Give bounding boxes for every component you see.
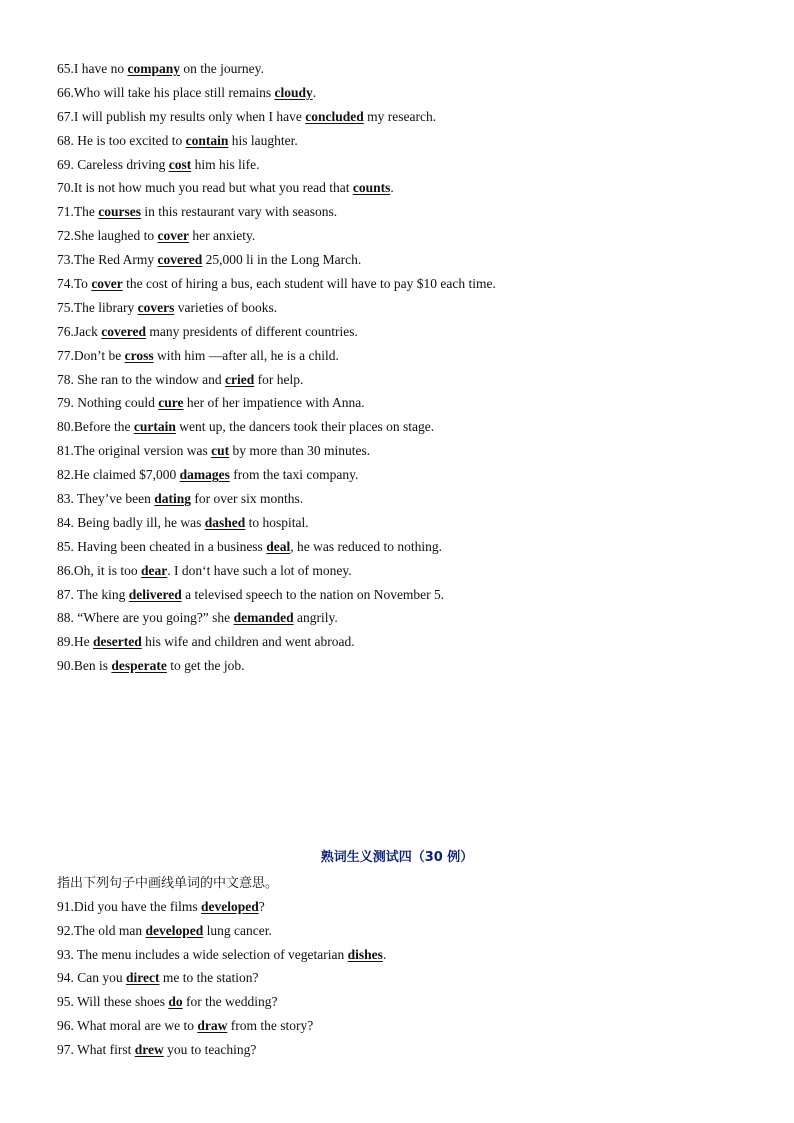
sentence-text: 76.Jack (57, 323, 102, 339)
underlined-keyword: contain (185, 132, 229, 148)
sentence-item (57, 129, 496, 153)
underlined-keyword: cut (211, 443, 230, 459)
sentence-item (57, 559, 496, 583)
sentence-text: 85. Having been cheated in a business (57, 538, 267, 554)
sentence-text: ? (258, 899, 265, 914)
sentence-text: for help. (254, 371, 304, 387)
underlined-keyword: cloudy (274, 84, 313, 100)
underlined-keyword: dating (154, 491, 191, 507)
underlined-keyword: desperate (111, 658, 167, 674)
sentence-text: her anxiety. (188, 228, 256, 244)
underlined-keyword: company (127, 61, 180, 76)
sentence-text: 80.Before the (57, 419, 134, 435)
sentence-text: his wife and children and went abroad. (141, 634, 355, 650)
sentence-list-65-90 (57, 57, 496, 678)
underlined-keyword: drew (134, 1041, 164, 1057)
sentence-item (57, 966, 386, 990)
sentence-text: by more than 30 minutes. (229, 443, 371, 459)
sentence-item (57, 439, 496, 463)
sentence-item (57, 1038, 386, 1062)
sentence-item (57, 368, 496, 392)
underlined-keyword: direct (126, 970, 160, 986)
sentence-item (57, 943, 386, 967)
sentence-item (57, 200, 496, 224)
sentence-text: 77.Don’t be (57, 347, 125, 363)
sentence-item (57, 487, 496, 511)
sentence-item (57, 583, 496, 607)
sentence-item (57, 105, 496, 129)
underlined-keyword: do (168, 994, 183, 1010)
sentence-text: 68. He is too excited to (57, 132, 186, 148)
sentence-item (57, 176, 496, 200)
sentence-item (57, 919, 386, 943)
sentence-item (57, 344, 496, 368)
sentence-text: . (312, 84, 317, 100)
underlined-keyword: cried (224, 371, 255, 387)
sentence-text: angrily. (293, 610, 338, 626)
sentence-item (57, 224, 496, 248)
sentence-text: went up, the dancers took their places on stage. (175, 419, 435, 435)
sentence-text: to hospital. (245, 514, 309, 530)
sentence-item (57, 606, 496, 630)
sentence-text: a televised speech to the nation on November 5. (181, 586, 445, 602)
sentence-text: 97. What first (57, 1041, 135, 1057)
underlined-keyword: cover (91, 276, 123, 292)
sentence-text: 82.He claimed $7,000 (57, 467, 180, 483)
sentence-text: . I don‘t have such a lot of money. (167, 562, 352, 578)
underlined-keyword: developed (200, 899, 259, 914)
sentence-text: from the taxi company. (229, 467, 359, 483)
underlined-keyword: cure (158, 395, 184, 411)
underlined-keyword: concluded (305, 108, 364, 124)
sentence-text: 83. They’ve been (57, 491, 155, 507)
sentence-item (57, 296, 496, 320)
sentence-item (57, 248, 496, 272)
sentence-text: with him —after all, he is a child. (153, 347, 339, 363)
underlined-keyword: damages (179, 467, 230, 483)
sentence-text: 65.I have no (57, 61, 128, 76)
sentence-text: me to the station? (159, 970, 259, 986)
underlined-keyword: demanded (233, 610, 294, 626)
sentence-text: 89.He (57, 634, 93, 650)
sentence-item (57, 81, 496, 105)
sentence-text: 95. Will these shoes (57, 994, 169, 1010)
sentence-text: 81.The original version was (57, 443, 212, 459)
sentence-text: 96. What moral are we to (57, 1017, 198, 1033)
sentence-text: varieties of books. (174, 299, 278, 315)
sentence-text: 94. Can you (57, 970, 126, 986)
sentence-text: to get the job. (166, 658, 245, 674)
sentence-item (57, 535, 496, 559)
underlined-keyword: covered (157, 252, 203, 268)
sentence-text: 70.It is not how much you read but what you read that (57, 180, 353, 196)
sentence-text: him his life. (191, 156, 260, 172)
sentence-text: for the wedding? (182, 994, 278, 1010)
sentence-text: 66.Who will take his place still remains (57, 84, 275, 100)
sentence-text: the cost of hiring a bus, each student will have to pay $10 each time. (122, 276, 496, 292)
underlined-keyword: cost (168, 156, 192, 172)
underlined-keyword: curtain (133, 419, 176, 435)
sentence-text: 93. The menu includes a wide selection of vegetarian (57, 946, 348, 962)
sentence-text: 75.The library (57, 299, 138, 315)
sentence-text: 91.Did you have the films (57, 899, 201, 914)
underlined-keyword: deserted (93, 634, 142, 650)
sentence-item (57, 630, 496, 654)
sentence-item (57, 57, 496, 81)
sentence-text: 71.The (57, 204, 99, 220)
sentence-text: for over six months. (190, 491, 304, 507)
sentence-text: 74.To (57, 276, 92, 292)
sentence-item (57, 153, 496, 177)
sentence-text: 25,000 li in the Long March. (202, 252, 362, 268)
sentence-text: my research. (363, 108, 437, 124)
sentence-text: many presidents of different countries. (145, 323, 358, 339)
underlined-keyword: counts (352, 180, 391, 196)
sentence-text: . (390, 180, 394, 196)
section-heading: 熟词生义测试四（30 例） (320, 850, 474, 865)
section-instruction: 指出下列句子中画线单词的中文意思。 (57, 876, 279, 891)
sentence-item (57, 990, 386, 1014)
underlined-keyword: draw (197, 1017, 228, 1033)
underlined-keyword: cover (157, 228, 189, 244)
sentence-item (57, 320, 496, 344)
sentence-text: , he was reduced to nothing. (290, 538, 443, 554)
sentence-text: her of her impatience with Anna. (183, 395, 365, 411)
sentence-text: 90.Ben is (57, 658, 112, 674)
sentence-text: in this restaurant vary with seasons. (141, 204, 338, 220)
sentence-text: 79. Nothing could (57, 395, 159, 411)
sentence-item (57, 391, 496, 415)
sentence-text: 92.The old man (57, 922, 146, 938)
sentence-text: 84. Being badly ill, he was (57, 514, 205, 530)
sentence-text: you to teaching? (163, 1041, 257, 1057)
sentence-item (57, 1014, 386, 1038)
underlined-keyword: dear (141, 562, 168, 578)
sentence-text: 67.I will publish my results only when I have (57, 108, 306, 124)
underlined-keyword: courses (98, 204, 141, 220)
underlined-keyword: cross (124, 347, 154, 363)
sentence-item (57, 654, 496, 678)
underlined-keyword: dishes (347, 946, 383, 962)
sentence-text: 69. Careless driving (57, 156, 169, 172)
sentence-text: 88. “Where are you going?” she (57, 610, 234, 626)
sentence-item (57, 511, 496, 535)
sentence-text: 72.She laughed to (57, 228, 158, 244)
sentence-list-91-97 (57, 895, 386, 1062)
sentence-text: on the journey. (180, 61, 264, 76)
underlined-keyword: developed (145, 922, 204, 938)
underlined-keyword: deal (266, 538, 291, 554)
sentence-text: 86.Oh, it is too (57, 562, 142, 578)
sentence-text: 87. The king (57, 586, 129, 602)
sentence-text: lung cancer. (203, 922, 272, 938)
underlined-keyword: dashed (204, 514, 246, 530)
underlined-keyword: covered (101, 323, 146, 339)
sentence-item (57, 272, 496, 296)
sentence-item (57, 463, 496, 487)
underlined-keyword: delivered (128, 586, 182, 602)
underlined-keyword: covers (137, 299, 175, 315)
sentence-text: . (382, 946, 387, 962)
sentence-item (57, 895, 386, 919)
sentence-text: from the story? (227, 1017, 314, 1033)
sentence-text: 73.The Red Army (57, 252, 158, 268)
sentence-text: his laughter. (228, 132, 298, 148)
sentence-item (57, 415, 496, 439)
sentence-text: 78. She ran to the window and (57, 371, 225, 387)
